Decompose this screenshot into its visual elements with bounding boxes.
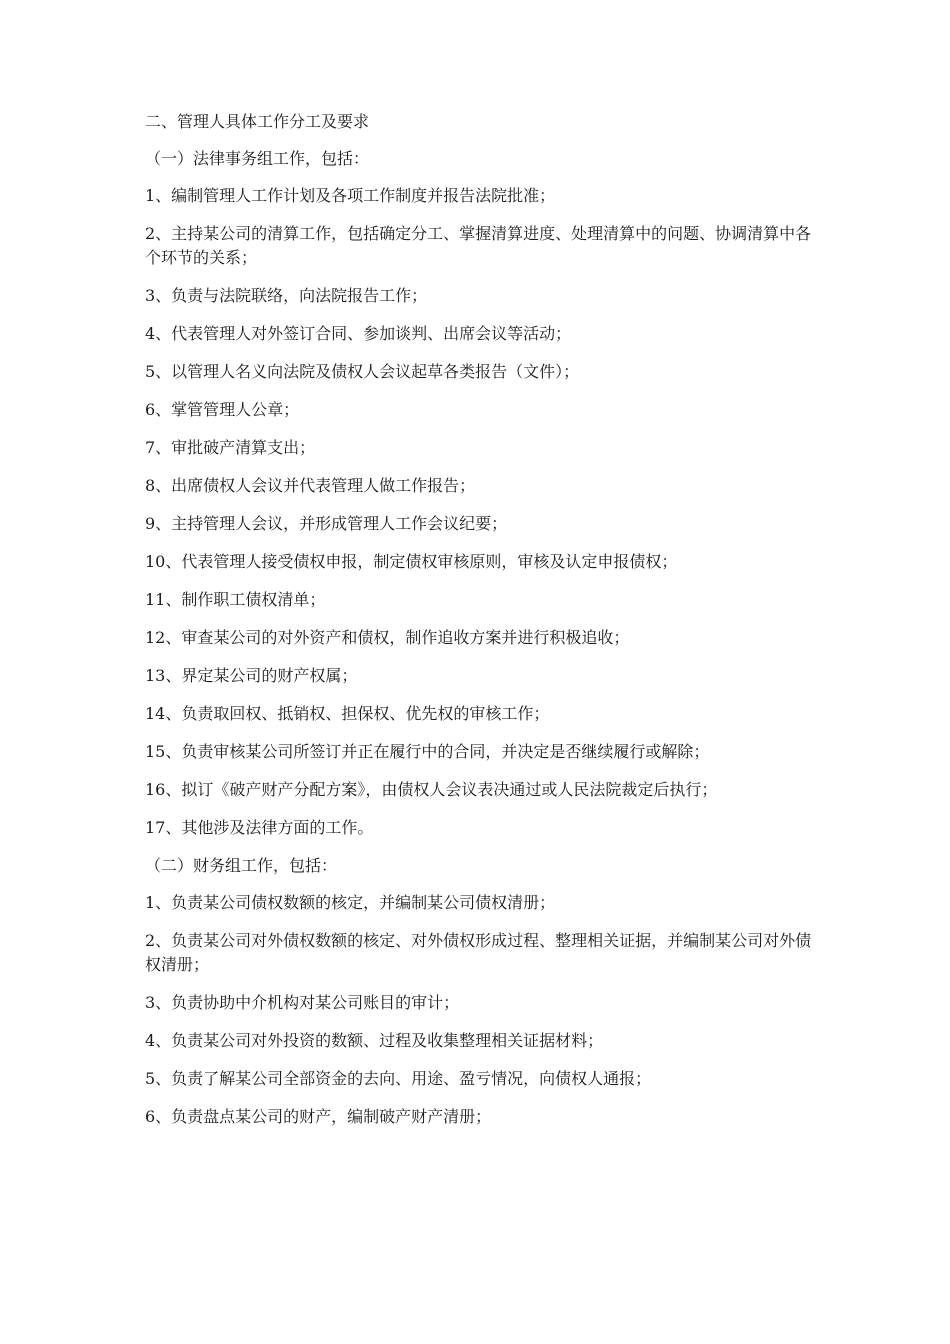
section1-item-13: 13、界定某公司的财产权属； (145, 666, 358, 685)
section2-item-2: 2、负责某公司对外债权数额的核定、对外债权形成过程、整理相关证据，并编制某公司对外债权清册； (145, 931, 812, 974)
section1-title: （一）法律事务组工作，包括： (145, 149, 370, 168)
section1-item-2: 2、主持某公司的清算工作，包括确定分工、掌握清算进度、处理清算中的问题、协调清算中各个环节的关系； (145, 224, 812, 267)
section-heading: 二、管理人具体工作分工及要求 (145, 112, 370, 131)
section1-item-10: 10、代表管理人接受债权申报，制定债权审核原则，审核及认定申报债权； (145, 552, 678, 571)
section2-item-5: 5、负责了解某公司全部资金的去向、用途、盈亏情况，向债权人通报； (145, 1069, 652, 1088)
section1-item-9: 9、主持管理人会议，并形成管理人工作会议纪要； (145, 514, 508, 533)
section2-item-3: 3、负责协助中介机构对某公司账目的审计； (145, 993, 460, 1012)
section2-title: （二）财务组工作，包括： (145, 856, 338, 875)
section1-item-8: 8、出席债权人会议并代表管理人做工作报告； (145, 476, 476, 495)
section2-item-4: 4、负责某公司对外投资的数额、过程及收集整理相关证据材料； (145, 1031, 604, 1050)
section2-item-6: 6、负责盘点某公司的财产，编制破产财产清册； (145, 1107, 492, 1126)
section1-item-16: 16、拟订《破产财产分配方案》，由债权人会议表决通过或人民法院裁定后执行； (145, 780, 718, 799)
section1-item-12: 12、审查某公司的对外资产和债权，制作追收方案并进行积极追收； (145, 628, 630, 647)
section1-item-6: 6、掌管管理人公章； (145, 400, 300, 419)
section1-item-5: 5、以管理人名义向法院及债权人会议起草各类报告（文件）； (145, 362, 580, 381)
section1-item-7: 7、审批破产清算支出； (145, 438, 316, 457)
section1-item-1: 1、编制管理人工作计划及各项工作制度并报告法院批准； (145, 186, 556, 205)
section1-item-11: 11、制作职工债权清单； (145, 590, 326, 609)
section1-item-4: 4、代表管理人对外签订合同、参加谈判、出席会议等活动； (145, 324, 572, 343)
section1-item-3: 3、负责与法院联络，向法院报告工作； (145, 286, 428, 305)
section2-item-1: 1、负责某公司债权数额的核定，并编制某公司债权清册； (145, 893, 556, 912)
document-body (145, 110, 815, 1143)
section1-item-17: 17、其他涉及法律方面的工作。 (145, 818, 374, 837)
section1-item-15: 15、负责审核某公司所签订并正在履行中的合同，并决定是否继续履行或解除； (145, 742, 710, 761)
section1-item-14: 14、负责取回权、抵销权、担保权、优先权的审核工作； (145, 704, 550, 723)
